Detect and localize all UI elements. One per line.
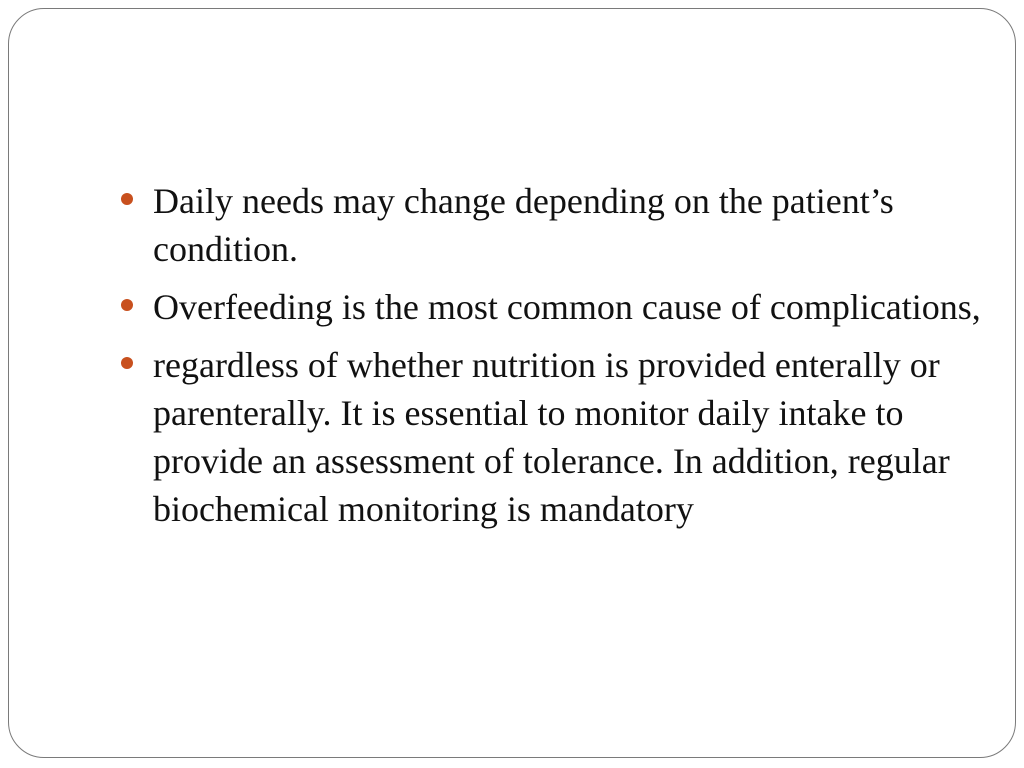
bullet-dot-icon: [121, 357, 133, 369]
bullet-text: Overfeeding is the most common cause of complications,: [153, 287, 981, 327]
slide-frame: [8, 8, 1016, 758]
bullet-item: [121, 341, 991, 533]
bullet-item: [121, 283, 991, 331]
bullet-dot-icon: [121, 193, 133, 205]
bullet-dot-icon: [121, 299, 133, 311]
bullet-text: Daily needs may change depending on the patient’s condition.: [153, 181, 894, 269]
bullet-list: [121, 177, 991, 543]
bullet-item: [121, 177, 991, 273]
bullet-text: regardless of whether nutrition is provided enterally or parenterally. It is essential to monitor daily intake to provide an assessment of tolerance. In addition, regular biochemical monitoring is mandatory: [153, 345, 950, 529]
